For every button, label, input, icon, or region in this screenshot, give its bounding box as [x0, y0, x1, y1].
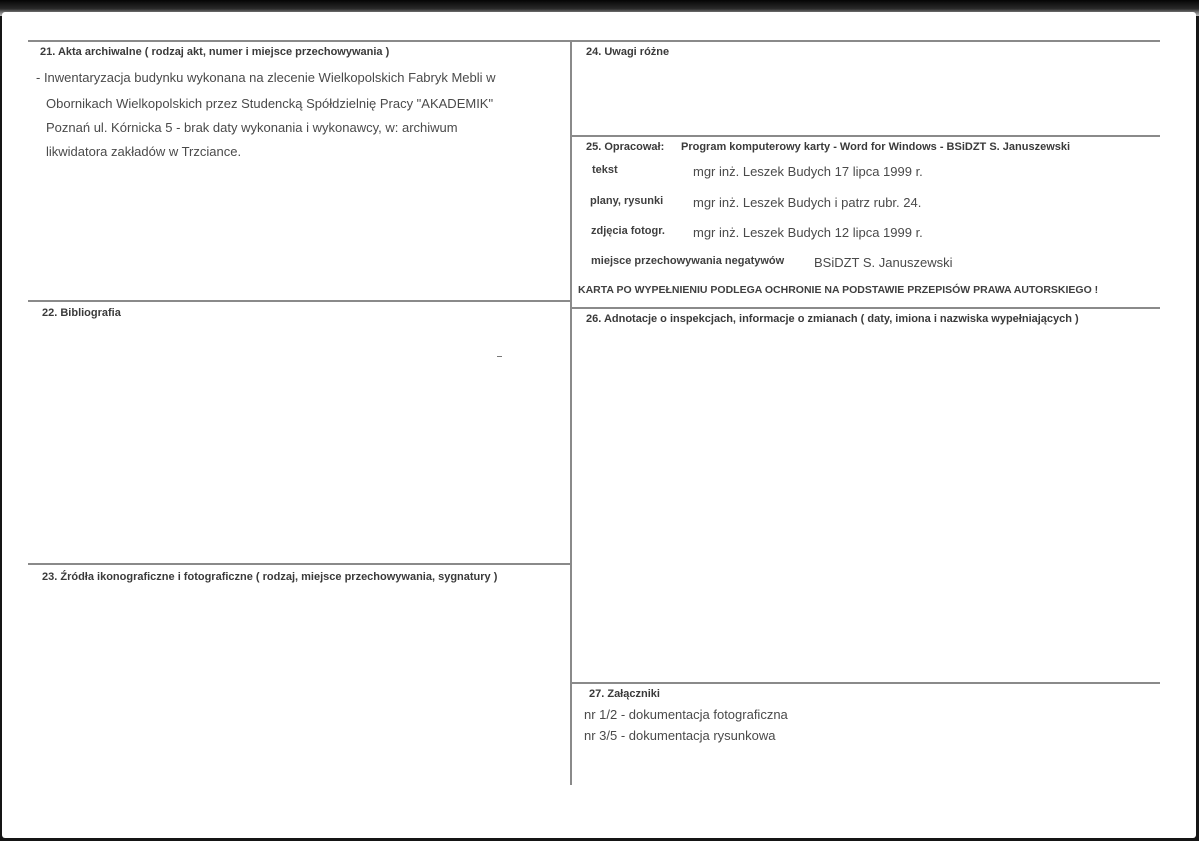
attachment-item-1: nr 1/2 - dokumentacja fotograficzna	[584, 707, 788, 722]
section-21-line-3: Poznań ul. Kórnicka 5 - brak daty wykonania i wykonawcy, w: archiwum	[46, 120, 458, 135]
divider-27	[571, 682, 1160, 684]
divider-26	[571, 307, 1160, 309]
stray-mark	[497, 356, 502, 357]
section-24-heading: 24. Uwagi różne	[586, 46, 670, 58]
section-27-heading: 27. Załączniki	[589, 688, 660, 700]
section-26-heading: 26. Adnotacje o inspekcjach, informacje o zmianach ( daty, imiona i nazwiska wypełniających )	[586, 313, 1079, 325]
divider-25	[571, 135, 1160, 137]
row-label-plany: plany, rysunki	[590, 195, 664, 207]
row-label-tekst: tekst	[592, 164, 618, 176]
row-value-zdjecia: mgr inż. Leszek Budych 12 lipca 1999 r.	[693, 225, 923, 240]
row-label-zdjecia: zdjęcia fotogr.	[591, 225, 665, 237]
section-25-heading: 25. Opracował:	[586, 141, 665, 153]
row-value-negatywy: BSiDZT S. Januszewski	[814, 255, 953, 270]
section-22-heading: 22. Bibliografia	[42, 307, 121, 319]
section-21-line-1: - Inwentaryzacja budynku wykonana na zlecenie Wielkopolskich Fabryk Mebli w	[36, 70, 496, 85]
top-border-left	[28, 40, 571, 42]
attachment-item-2: nr 3/5 - dokumentacja rysunkowa	[584, 728, 776, 743]
section-21-heading: 21. Akta archiwalne ( rodzaj akt, numer i miejsce przechowywania )	[40, 46, 390, 58]
divider-23	[28, 563, 571, 565]
center-divider	[570, 40, 572, 785]
section-25-program: Program komputerowy karty - Word for Windows - BSiDZT S. Januszewski	[681, 141, 1071, 153]
row-value-tekst: mgr inż. Leszek Budych 17 lipca 1999 r.	[693, 164, 923, 179]
row-label-negatywy: miejsce przechowywania negatywów	[591, 255, 785, 267]
divider-22	[28, 300, 571, 302]
section-23-heading: 23. Źródła ikonograficzne i fotograficzne ( rodzaj, miejsce przechowywania, sygnatury )	[42, 571, 498, 583]
top-border-right	[571, 40, 1160, 42]
copyright-notice: KARTA PO WYPEŁNIENIU PODLEGA OCHRONIE NA PODSTAWIE PRZEPISÓW PRAWA AUTORSKIEGO !	[578, 284, 1099, 296]
row-value-plany: mgr inż. Leszek Budych i patrz rubr. 24.	[693, 195, 922, 210]
section-21-line-2: Obornikach Wielkopolskich przez Studencką Spółdzielnię Pracy "AKADEMIK"	[46, 96, 494, 111]
section-21-line-4: likwidatora zakładów w Trzciance.	[46, 144, 242, 159]
